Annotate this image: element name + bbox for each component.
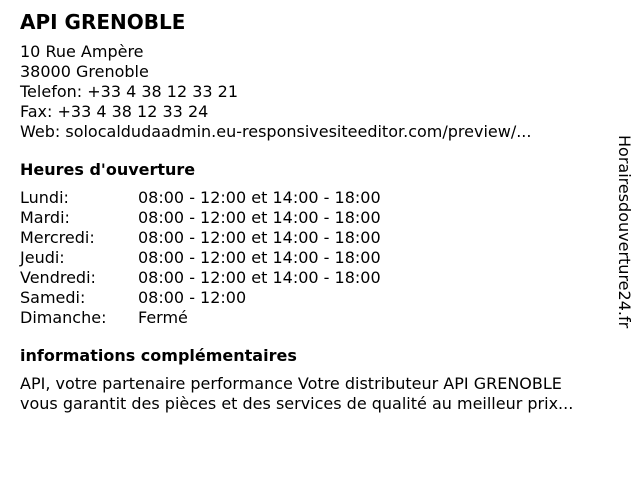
hours-day: Dimanche: <box>20 308 107 327</box>
info-line-1: API, votre partenaire performance Votre distributeur API GRENOBLE <box>20 374 562 393</box>
hours-time: Fermé <box>138 308 188 327</box>
hours-row-vendredi <box>20 268 610 288</box>
hours-row-jeudi <box>20 248 610 268</box>
site-watermark: Horairesdouverture24.fr <box>615 135 634 329</box>
address-city: 38000 Grenoble <box>20 62 149 81</box>
hours-time: 08:00 - 12:00 <box>138 288 247 307</box>
address-street: 10 Rue Ampère <box>20 42 144 61</box>
hours-day: Vendredi: <box>20 268 96 287</box>
hours-time: 08:00 - 12:00 et 14:00 - 18:00 <box>138 208 381 227</box>
website-link[interactable]: Web: solocaldudaadmin.eu-responsivesiteeditor.com/preview/... <box>20 122 532 141</box>
hours-day: Jeudi: <box>20 248 65 267</box>
fax-number: Fax: +33 4 38 12 33 24 <box>20 102 209 121</box>
hours-time: 08:00 - 12:00 et 14:00 - 18:00 <box>138 268 381 287</box>
hours-row-samedi <box>20 288 610 308</box>
hours-row-mercredi <box>20 228 610 248</box>
hours-row-mardi <box>20 208 610 228</box>
hours-row-lundi <box>20 188 610 208</box>
hours-day: Lundi: <box>20 188 69 207</box>
info-description <box>20 374 610 414</box>
hours-day: Samedi: <box>20 288 86 307</box>
business-card <box>20 10 610 414</box>
hours-time: 08:00 - 12:00 et 14:00 - 18:00 <box>138 188 381 207</box>
hours-time: 08:00 - 12:00 et 14:00 - 18:00 <box>138 228 381 247</box>
hours-row-dimanche <box>20 308 610 328</box>
phone-number: Telefon: +33 4 38 12 33 21 <box>20 82 239 101</box>
hours-time: 08:00 - 12:00 et 14:00 - 18:00 <box>138 248 381 267</box>
hours-day: Mardi: <box>20 208 70 227</box>
hours-heading: Heures d'ouverture <box>20 160 196 179</box>
info-heading: informations complémentaires <box>20 346 297 365</box>
business-name: API GRENOBLE <box>20 10 186 34</box>
hours-day: Mercredi: <box>20 228 95 247</box>
info-line-2: vous garantit des pièces et des services de qualité au meilleur prix... <box>20 394 574 413</box>
hours-table <box>20 188 610 328</box>
